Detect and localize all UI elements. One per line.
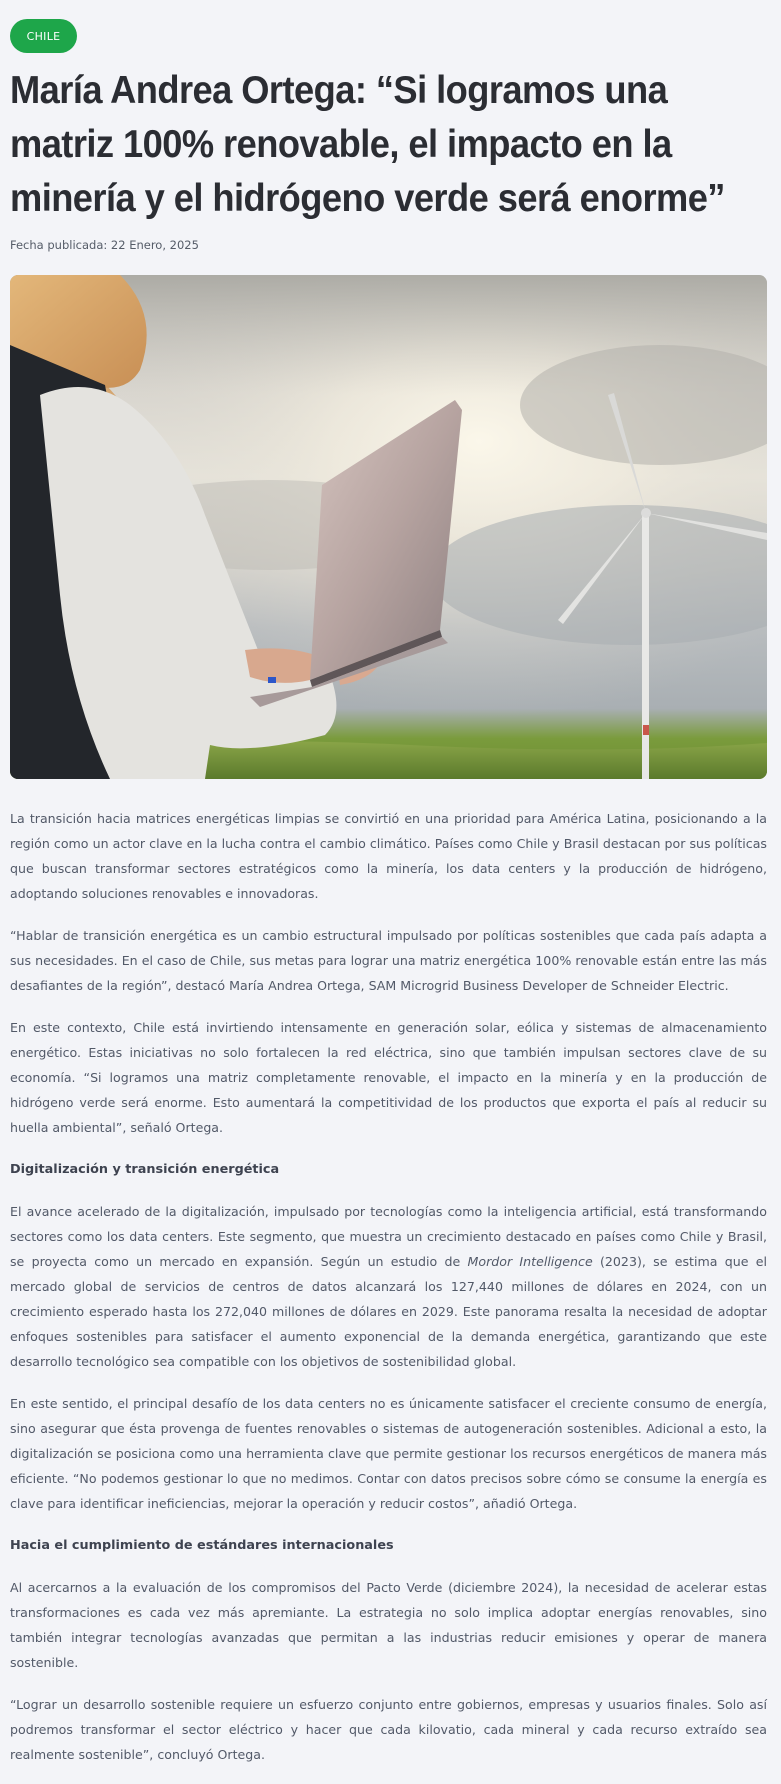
country-tag-badge[interactable]: CHILE xyxy=(10,19,77,53)
article-body xyxy=(10,806,767,1784)
article-paragraph: En este sentido, el principal desafío de los data centers no es únicamente satisfacer el creciente consumo de energía, sino asegurar que ésta provenga de fuentes renovables o sistemas de autogeneración sostenibles. Adicional a esto, la digitalización se posiciona como una herramienta clave que permite gestionar los recursos energéticos de manera más eficiente. “No podemos gestionar lo que no medimos. Contar con datos precisos sobre cómo se consume la energía es clave para identificar ineficiencias, mejorar la operación y reducir costos”, añadió Ortega. xyxy=(10,1396,767,1511)
publish-date-value: 22 Enero, 2025 xyxy=(110,238,199,252)
paragraph-text: El avance acelerado de la digitalización, impulsado por tecnologías como la inteligencia artificial, está transformando sectores como los data centers. Este segmento, que muestra un crecimiento destacado en países como Chile y Brasil, se proyecta como un mercado en expansión. Según un estudio de xyxy=(10,1204,767,1269)
article-paragraph: En este contexto, Chile está invirtiendo intensamente en generación solar, eólica y sistemas de almacenamiento energético. Estas iniciativas no solo fortalecen la red eléctrica, sino que también impulsan sectores clave de su economía. “Si logramos una matriz completamente renovable, el impacto en la minería y en la producción de hidrógeno verde será enorme. Esto aumentará la competitividad de los productos que exporta el país al reducir su huella ambiental”, señaló Ortega. xyxy=(10,1020,767,1135)
article-paragraph: La transición hacia matrices energéticas limpias se convirtió en una prioridad para América Latina, posicionando a la región como un actor clave en la lucha contra el cambio climático. Países como Chile y Brasil destacan por sus políticas que buscan transformar sectores estratégicos como la minería, los data centers y la producción de hidrógeno, adoptando soluciones renovables e innovadoras. xyxy=(10,811,767,901)
article-paragraph: Al acercarnos a la evaluación de los compromisos del Pacto Verde (diciembre 2024), la necesidad de acelerar estas transformaciones es cada vez más apremiante. La estrategia no solo implica adoptar energías renovables, sino también integrar tecnologías avanzadas que permitan a las industrias reducir emisiones y operar de manera sostenible. xyxy=(10,1580,767,1670)
article-paragraph: “Hablar de transición energética es un cambio estructural impulsado por políticas sostenibles que cada país adapta a sus necesidades. En el caso de Chile, sus metas para lograr una matriz energética 100% renovable están entre las más desafiantes de la región”, destacó María Andrea Ortega, SAM Microgrid Business Developer de Schneider Electric. xyxy=(10,928,767,993)
hero-image xyxy=(10,275,767,779)
article-paragraph xyxy=(10,1199,767,1374)
section-heading-digitalizacion: Digitalización y transición energética xyxy=(10,1162,280,1177)
paragraph-text: (2023), se estima que el mercado global de servicios de centros de datos alcanzará los 127,440 millones de dólares en 2024, con un crecimiento esperado hasta los 272,040 millones de dólares en 2029. Este panorama resalta la necesidad de adoptar enfoques sostenibles para satisfacer el aumento exponencial de la demanda energética, garantizando que este desarrollo tecnológico sea compatible con los objetivos de sostenibilidad global. xyxy=(10,1254,767,1369)
article-paragraph: “Lograr un desarrollo sostenible requiere un esfuerzo conjunto entre gobiernos, empresas y usuarios finales. Solo así podremos transformar el sector eléctrico y hacer que cada kilovatio, cada mineral y cada recurso extraído sea realmente sostenible”, concluyó Ortega. xyxy=(10,1697,767,1762)
source-name: Mordor Intelligence xyxy=(467,1254,593,1269)
section-heading-estandares: Hacia el cumplimiento de estándares internacionales xyxy=(10,1538,394,1553)
publish-date-label: Fecha publicada: xyxy=(10,238,108,252)
publish-date xyxy=(10,238,199,252)
hero-illustration xyxy=(10,275,767,779)
article-title: María Andrea Ortega: “Si logramos una matriz 100% renovable, el impacto en la minería y el hidrógeno verde será enorme” xyxy=(10,69,725,220)
